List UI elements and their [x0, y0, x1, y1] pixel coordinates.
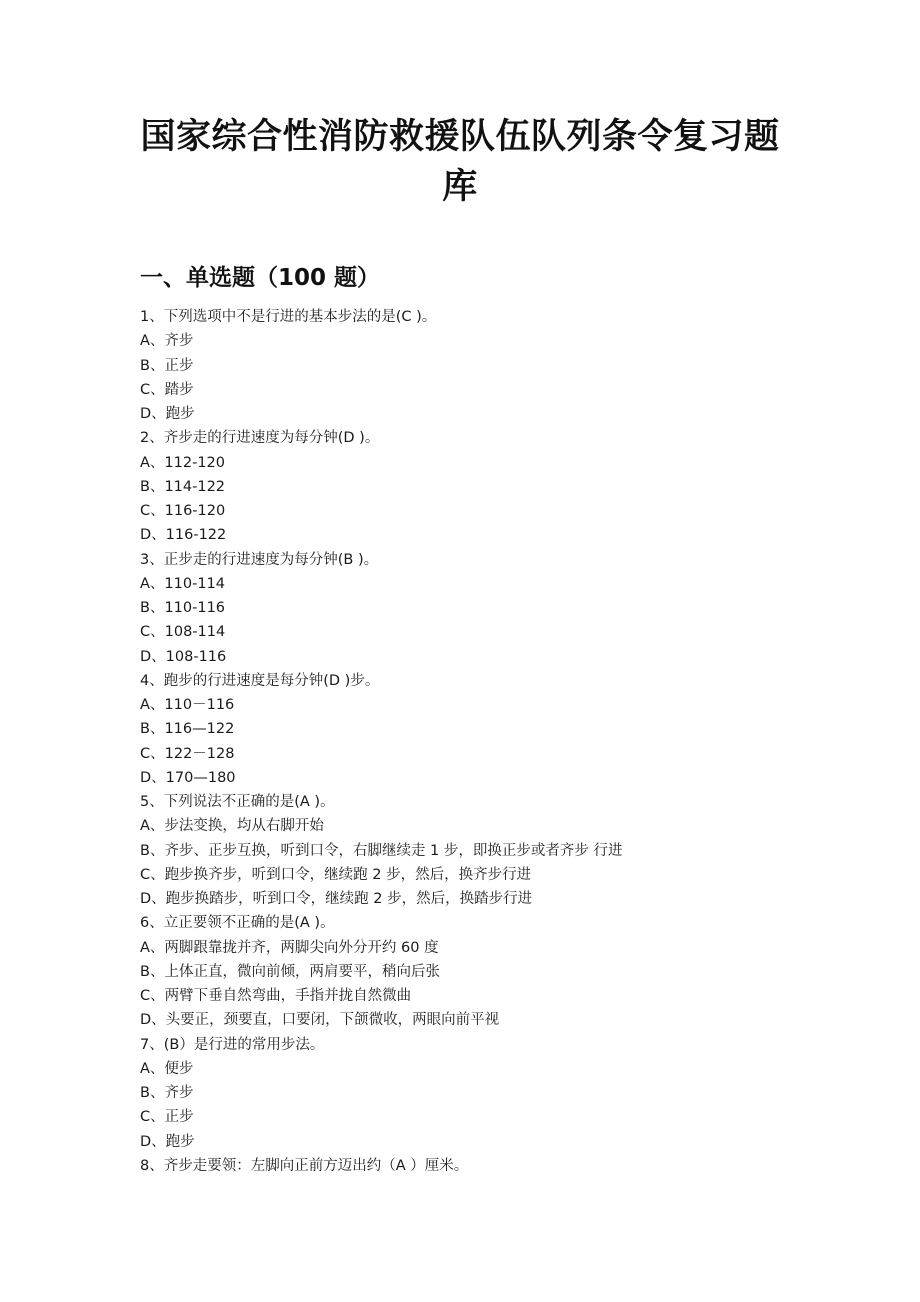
section-heading: 一、单选题（100 题） — [140, 265, 381, 291]
question-line: 7、(B）是行进的常用步法。 — [140, 1036, 325, 1053]
question-line: 1、下列选项中不是行进的基本步法的是(C )。 — [140, 309, 437, 325]
document-title — [130, 112, 790, 212]
option-line: D、116-122 — [140, 527, 227, 544]
question-line: 5、下列说法不正确的是(A )。 — [140, 794, 335, 810]
question-line: 2、齐步走的行进速度为每分钟(D )。 — [140, 430, 380, 447]
option-line: D、跑步 — [140, 1133, 195, 1150]
option-line: A、110-114 — [140, 575, 226, 592]
option-line: D、170—180 — [140, 769, 236, 786]
title-line-2: 库 — [442, 167, 478, 207]
question-line: 6、立正要领不正确的是(A )。 — [140, 915, 335, 932]
question-list — [140, 305, 760, 1178]
option-line: B、齐步、正步互换，听到口令，右脚继续走 1 步，即换正步或者齐步 行进 — [140, 842, 623, 859]
option-line: C、跑步换齐步，听到口令，继续跑 2 步，然后，换齐步行进 — [140, 866, 532, 883]
option-line: B、116—122 — [140, 721, 235, 738]
question-line: 4、跑步的行进速度是每分钟(D )步。 — [140, 672, 380, 689]
question-line: 3、正步走的行进速度为每分钟(B )。 — [140, 551, 379, 568]
option-line: C、108-114 — [140, 624, 226, 641]
option-line: A、步法变换，均从右脚开始 — [140, 818, 324, 835]
option-line: C、两臂下垂自然弯曲，手指并拢自然微曲 — [140, 988, 412, 1004]
option-line: C、正步 — [140, 1109, 194, 1126]
option-line: B、110-116 — [140, 600, 226, 616]
option-line: A、便步 — [140, 1060, 194, 1077]
option-line: D、108-116 — [140, 648, 227, 665]
option-line: D、跑步 — [140, 406, 195, 422]
option-line: A、112-120 — [140, 454, 226, 471]
option-line: B、正步 — [140, 357, 194, 374]
option-line: D、跑步换踏步，听到口令，继续跑 2 步，然后，换踏步行进 — [140, 891, 533, 907]
option-line: B、114-122 — [140, 478, 226, 495]
option-line: B、齐步 — [140, 1085, 194, 1101]
option-line: A、110－116 — [140, 697, 235, 713]
option-line: D、头要正，颈要直，口要闭，下颌微收，两眼向前平视 — [140, 1012, 500, 1029]
option-line: C、122－128 — [140, 745, 235, 762]
title-line-1: 国家综合性消防救援队伍队列条令复习题 — [140, 117, 780, 157]
option-line: B、上体正直，微向前倾，两肩要平，稍向后张 — [140, 963, 440, 980]
question-line: 8、齐步走要领：左脚向正前方迈出约（A ）厘米。 — [140, 1157, 469, 1174]
option-line: C、116-120 — [140, 503, 226, 519]
option-line: C、踏步 — [140, 381, 194, 398]
option-line: A、两脚跟靠拢并齐，两脚尖向外分开约 60 度 — [140, 939, 439, 956]
option-line: A、齐步 — [140, 333, 194, 350]
